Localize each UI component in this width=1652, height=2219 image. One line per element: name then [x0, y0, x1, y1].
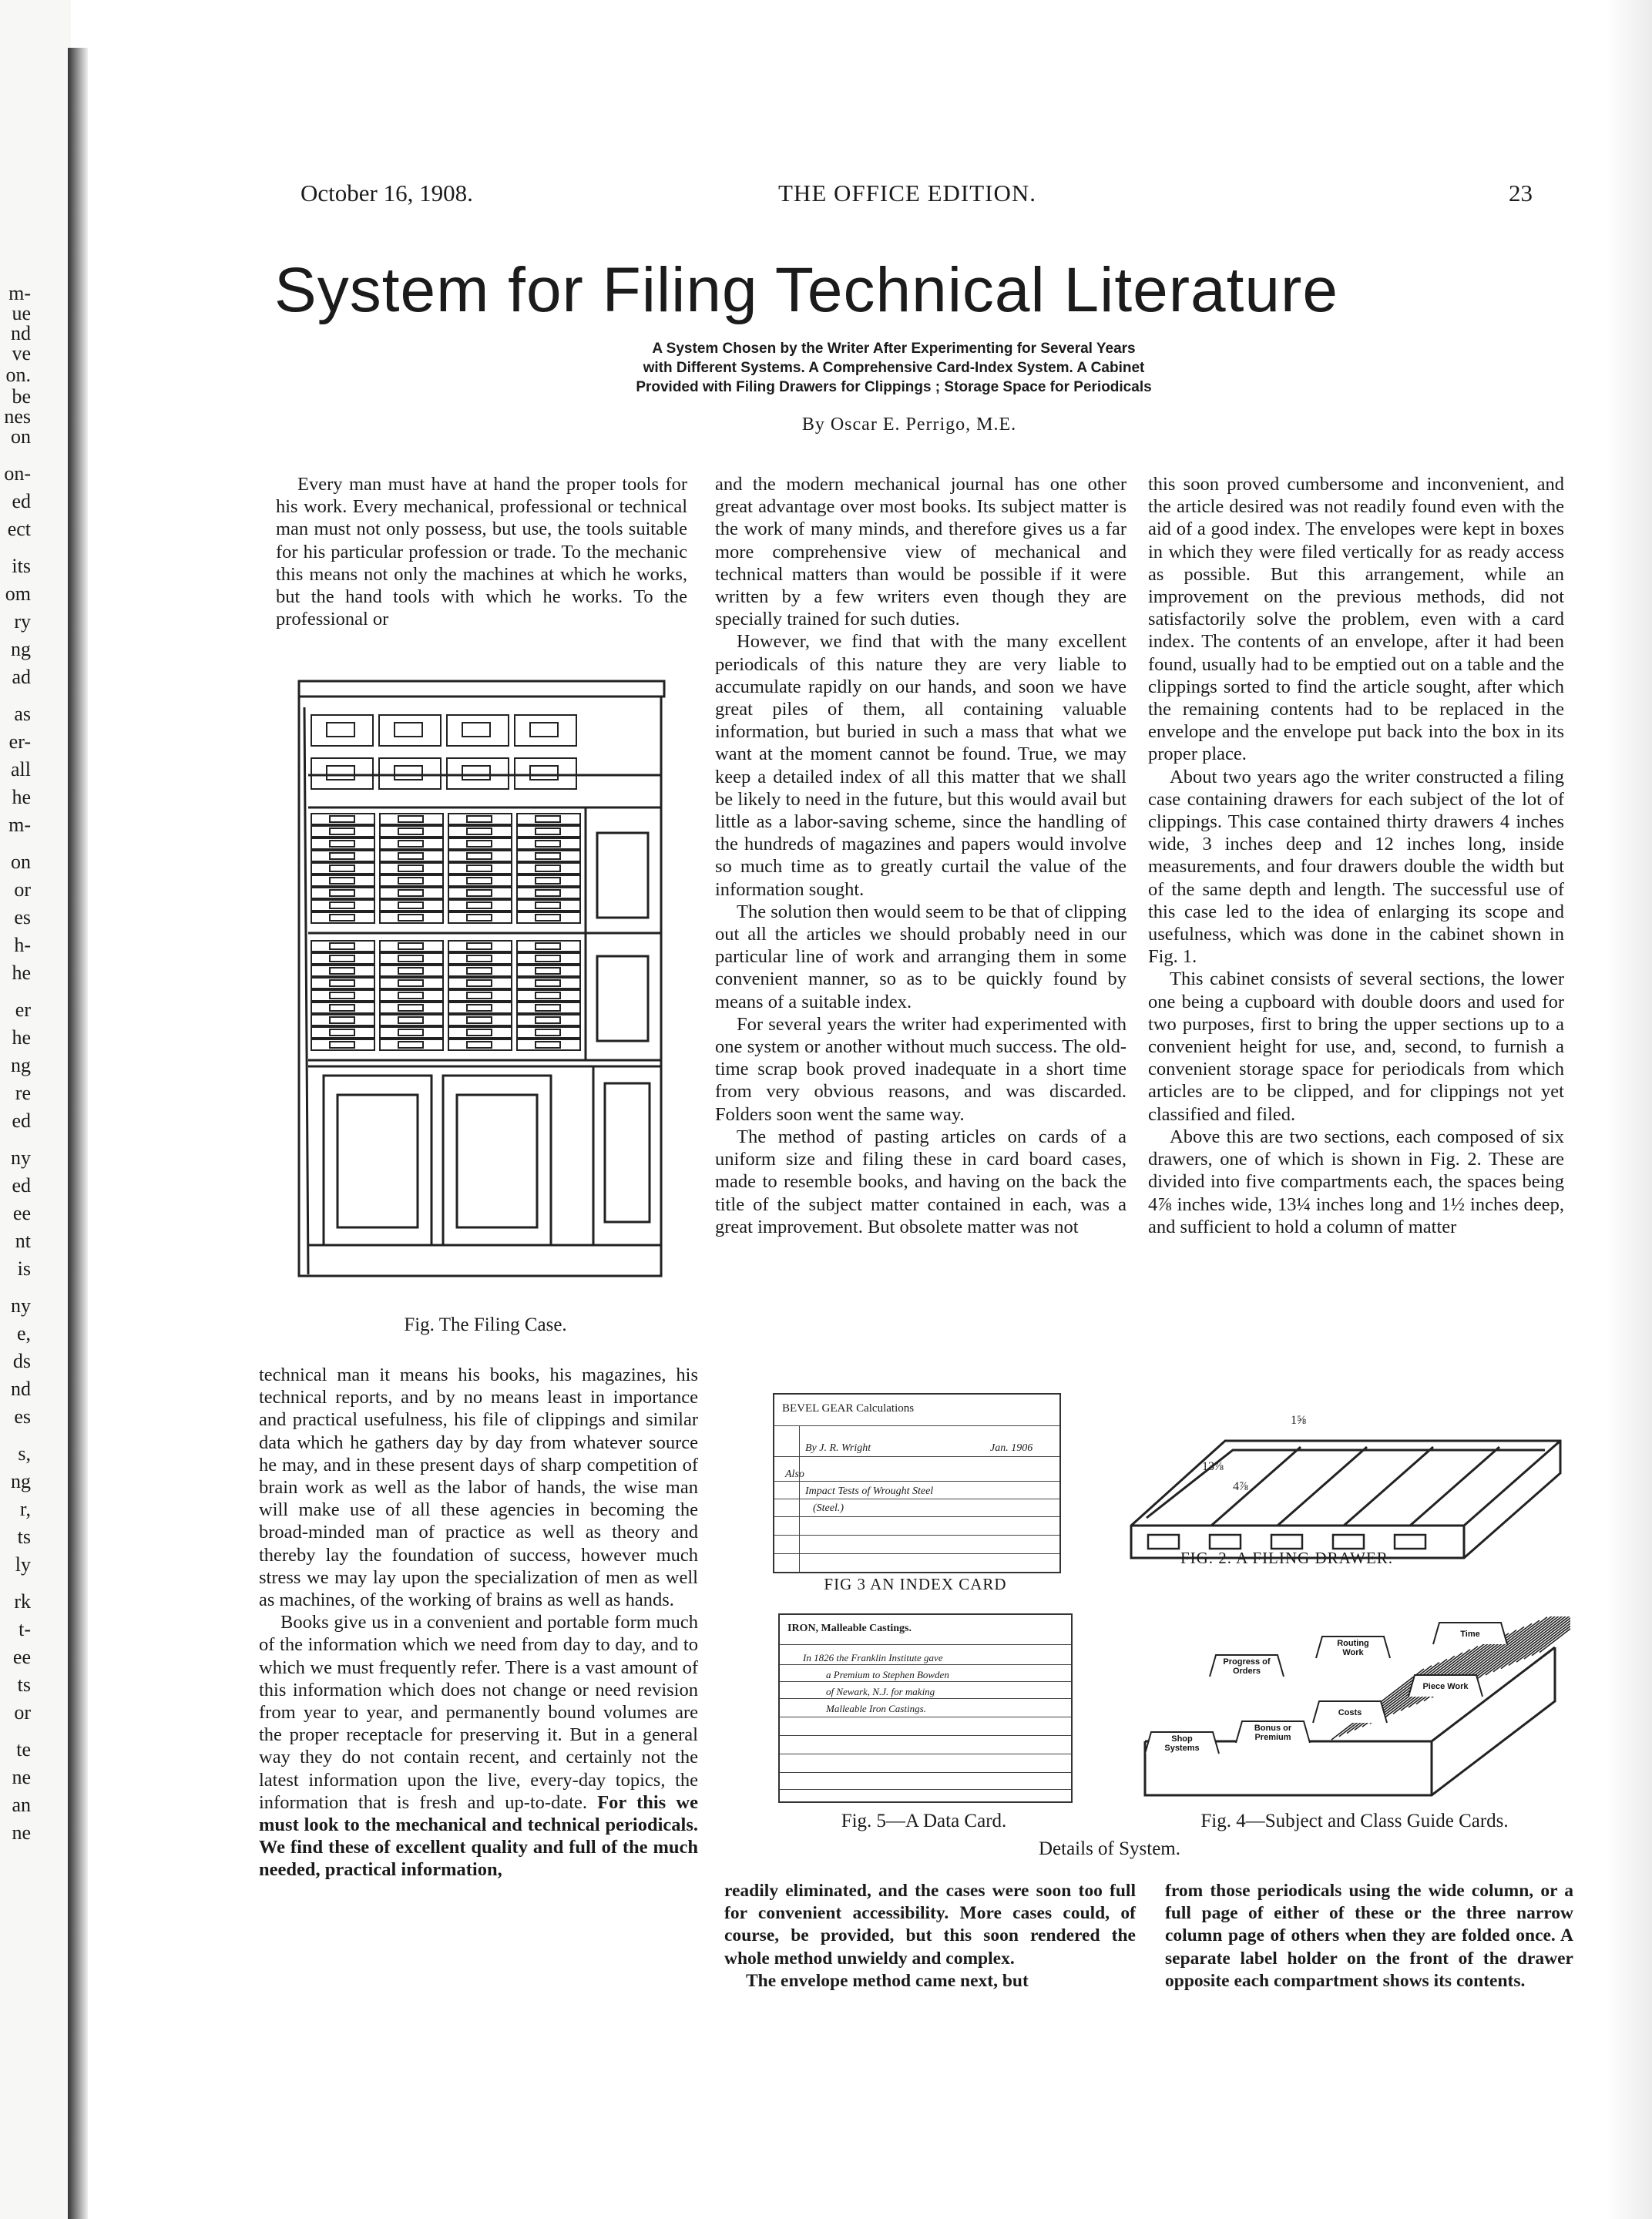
cabinet-drawer	[462, 723, 490, 737]
paragraph-emphasis: For this we must look to the mechanical and technical periodicals. We find these of excellent quality and full of the much needed, practical information,	[259, 1791, 698, 1881]
margin-fragment: is	[17, 1257, 31, 1280]
margin-fragment: ect	[7, 518, 31, 540]
fig5-data-card	[778, 1613, 1073, 1803]
cabinet-drawer	[330, 915, 354, 921]
index-card-line: Impact Tests of Wrought Steel	[805, 1485, 934, 1497]
fig1-caption: Fig. The Filing Case.	[404, 1314, 567, 1335]
cabinet-drawer	[536, 1005, 560, 1011]
guide-tab-label: Work	[1342, 1648, 1364, 1657]
fig5-caption: Fig. 5—A Data Card.	[841, 1811, 1007, 1831]
cabinet-drawer	[398, 890, 423, 896]
margin-fragment: ts	[17, 1526, 31, 1548]
cabinet-drawer	[467, 828, 492, 834]
cabinet-drawer	[398, 980, 423, 986]
paragraph	[259, 1611, 698, 1881]
margin-fragment: or	[14, 1701, 31, 1724]
index-card-line: (Steel.)	[813, 1502, 844, 1514]
cabinet-drawer	[467, 968, 492, 974]
cabinet-drawer	[536, 902, 560, 908]
cabinet-drawer	[467, 955, 492, 962]
drawer-dimension-width: 1⅝	[1291, 1414, 1306, 1427]
cabinet-drawer	[398, 878, 423, 884]
column-3-bottom	[1165, 1880, 1573, 1992]
margin-fragment: e,	[16, 1322, 31, 1344]
paragraph: and the modern mechanical journal has one other great advantage over most books. Its subject matter is the work of many minds, and therefore gives us a far more comprehensive view of mechanical and technical matters than would be possible if it were written by a few writers even though they are specially trained for such duties.	[715, 474, 1127, 630]
margin-fragment: he	[12, 1026, 31, 1049]
margin-fragment: nt	[15, 1230, 31, 1252]
cabinet-drawer	[467, 1029, 492, 1036]
fig3-index-card	[773, 1393, 1061, 1573]
guide-tab-label: Bonus or	[1254, 1724, 1292, 1733]
cabinet-drawer	[330, 902, 354, 908]
index-card-line: By J. R. Wright	[805, 1442, 871, 1454]
cabinet-drawer	[536, 816, 560, 822]
paragraph: technical man it means his books, his magazines, his technical reports, and by no means least in importance and practical usefulness, his file of clippings and similar data which he gathers day by day from whatever source he may, and in these present days of sharp competition of brain work as well as the labor of hands, the wise man will make use of all these agencies in becoming the broad-minded man of practice as well as theory and thereby lay the foundation of success, however much stress we may lay upon the specialization of men as well as machines, of the working of brains as well as hands.	[259, 1365, 698, 1611]
paragraph: The method of pasting articles on cards of a uniform size and filing these in card board cases, made to resemble books, and having on the back the title of the subject matter contained in each, was a great improvement. But obsolete matter was not	[715, 1126, 1127, 1237]
cabinet-drawer	[330, 1017, 354, 1023]
paragraph: For several years the writer had experimented with one system or another without much success. The old-time scrap book proved inadequate in a short time from very obvious reasons, and was discarded. Folders soon went the same way.	[715, 1013, 1127, 1125]
column-3	[1148, 473, 1564, 1238]
cabinet-drawer	[398, 841, 423, 847]
guide-tab-label: Orders	[1232, 1667, 1261, 1676]
cabinet-drawer	[536, 1017, 560, 1023]
cabinet-drawer	[536, 968, 560, 974]
cabinet-drawer	[311, 758, 373, 789]
margin-fragment: ed	[12, 1110, 31, 1132]
margin-fragment: re	[15, 1082, 31, 1104]
paragraph: Every man must have at hand the proper tools for his work. Every mechanical, professional or technical man must not only possess, but use, the tools suitable for his particular profession or trade. To the mechanic this means not only the machines at which he works, but the hand tools with which he works. To the professional or	[276, 474, 687, 630]
margin-fragment: ue	[12, 302, 31, 324]
margin-fragment: m-	[8, 814, 31, 836]
fig1-filing-case-illustration	[293, 675, 678, 1291]
paragraph: Above this are two sections, each composed of six drawers, one of which is shown in Fig. 2. These are divided into five compartments each, the spaces being 4⅞ inches wide, 13¼ inches long and 1½ inches deep, and sufficient to hold a column of matter	[1148, 1126, 1564, 1237]
guide-tab-label: Time	[1460, 1630, 1480, 1639]
margin-fragment: all	[11, 758, 31, 781]
publication-name: THE OFFICE EDITION.	[778, 180, 1036, 206]
cabinet-drawer	[467, 816, 492, 822]
cabinet-drawer	[398, 816, 423, 822]
column-1-bottom	[259, 1364, 698, 1882]
index-card-line: Also	[785, 1469, 804, 1480]
cabinet-drawer	[536, 853, 560, 859]
margin-fragment: on	[11, 425, 31, 448]
margin-fragment: ng	[11, 1470, 31, 1492]
cabinet-drawer	[536, 1042, 560, 1048]
cabinet-drawer	[515, 715, 576, 746]
cabinet-drawer	[467, 1042, 492, 1048]
column-2-bottom	[724, 1880, 1136, 1992]
cabinet-drawer	[536, 828, 560, 834]
margin-fragment: es	[14, 1405, 31, 1428]
article-title: System for Filing Technical Literature	[274, 255, 1338, 325]
cabinet-drawer	[467, 915, 492, 921]
cabinet-drawer	[395, 723, 422, 737]
margin-fragment: r,	[19, 1498, 31, 1520]
margin-fragment: ee	[12, 1202, 31, 1224]
margin-fragment: ad	[12, 666, 31, 688]
cabinet-drawer	[330, 878, 354, 884]
paragraph: from those periodicals using the wide column, or a full page of either of these or the three narrow column page of others when they are folded once. A separate label holder on the front of the drawer opposite each compartment shows its contents.	[1165, 1881, 1573, 1991]
cabinet-drawer	[398, 1042, 423, 1048]
fig3-caption: FIG 3 AN INDEX CARD	[824, 1575, 1007, 1593]
deck-line: A System Chosen by the Writer After Experimenting for Several Years	[652, 341, 1136, 357]
issue-date: October 16, 1908.	[301, 180, 473, 206]
cabinet-drawer	[536, 943, 560, 949]
margin-fragment: h-	[14, 934, 31, 956]
margin-fragment: on	[11, 851, 31, 873]
margin-fragment: es	[14, 906, 31, 928]
cabinet-drawer	[536, 915, 560, 921]
margin-fragment: an	[12, 1794, 31, 1816]
fig2-caption: FIG. 2. A FILING DRAWER.	[1180, 1549, 1394, 1567]
fig4-caption: Fig. 4—Subject and Class Guide Cards.	[1200, 1811, 1509, 1831]
margin-fragment: er	[15, 999, 31, 1021]
page-edge-shadow	[1606, 0, 1652, 2219]
margin-fragment: its	[12, 555, 31, 577]
cabinet-drawer	[447, 758, 509, 789]
figures-group-caption: Details of System.	[1038, 1838, 1180, 1859]
guide-tab-label: Costs	[1338, 1708, 1362, 1717]
cabinet-drawer	[530, 766, 558, 780]
margin-fragment: te	[16, 1738, 31, 1761]
cabinet-drawer	[379, 758, 441, 789]
cabinet-drawer	[330, 1029, 354, 1036]
margin-fragment: er-	[8, 730, 31, 753]
cabinet-drawer	[330, 1042, 354, 1048]
deck-line: Provided with Filing Drawers for Clippings ; Storage Space for Periodicals	[636, 379, 1152, 395]
margin-fragment: on.	[5, 364, 31, 386]
data-card-line: In 1826 the Franklin Institute gave	[803, 1652, 943, 1663]
cabinet-drawer	[398, 865, 423, 871]
page-number: 23	[1509, 180, 1533, 206]
cabinet-drawer	[398, 828, 423, 834]
margin-fragment: ng	[11, 1054, 31, 1076]
cabinet-drawer	[462, 766, 490, 780]
margin-fragment: ve	[12, 342, 31, 364]
margin-fragment: ed	[12, 490, 31, 512]
cabinet-drawer	[330, 955, 354, 962]
cabinet-drawer	[330, 1005, 354, 1011]
article-deck	[470, 339, 1318, 397]
deck-line: with Different Systems. A Comprehensive Card-Index System. A Cabinet	[643, 360, 1145, 376]
cabinet-drawer	[467, 1005, 492, 1011]
cabinet-drawer	[536, 890, 560, 896]
byline: By Oscar E. Perrigo, M.E.	[801, 415, 1017, 435]
paragraph: this soon proved cumbersome and inconvenient, and the article desired was not readily found even with the aid of a good index. The envelopes were kept in boxes in which they were filed vertically for as ready access as possible. But this arrangement, while an improvement on the previous methods, did not satisfactorily solve the problem, even with a card index. The contents of an envelope, after it had been found, usually had to be emptied out on a table and the clippings sorted to find the article sought, after which the remaining contents had to be replaced in the envelope and the envelope put back into the box in its proper place.	[1148, 474, 1564, 765]
data-card-line: of Newark, N.J. for making	[826, 1686, 935, 1697]
index-card-heading: BEVEL GEAR Calculations	[782, 1402, 915, 1415]
cabinet-drawer	[330, 943, 354, 949]
data-card-line: a Premium to Stephen Bowden	[826, 1669, 949, 1680]
paragraph: This cabinet consists of several sections, the lower one being a cupboard with double doors and used for two purposes, first to bring the upper sections up to a convenient height for use, and, second, to furnish a convenient storage space for periodicals from which articles are to be clipped, and for clippings not yet classified and filed.	[1148, 969, 1564, 1125]
cabinet-drawer	[330, 828, 354, 834]
margin-fragment: ee	[12, 1646, 31, 1668]
margin-fragment: ry	[14, 610, 31, 633]
cabinet-drawer	[330, 816, 354, 822]
paragraph: The envelope method came next, but	[746, 1970, 1029, 1991]
cabinet-drawer	[467, 943, 492, 949]
margin-fragment: ly	[15, 1553, 31, 1576]
cabinet-drawer	[467, 902, 492, 908]
cabinet-drawer	[467, 1017, 492, 1023]
cabinet-drawer	[515, 758, 576, 789]
guide-tab-label: Routing	[1337, 1639, 1369, 1648]
margin-fragment: be	[12, 385, 31, 408]
drawer-dimension-length: 13⅞	[1202, 1460, 1224, 1473]
fig4-guide-cards-illustration	[1139, 1616, 1570, 1801]
margin-fragment: m-	[8, 282, 31, 304]
fig2-filing-drawer-illustration	[1125, 1410, 1564, 1564]
cabinet-drawer	[536, 865, 560, 871]
margin-fragment: t-	[18, 1618, 31, 1640]
cabinet-drawer	[398, 915, 423, 921]
margin-fragment: ds	[12, 1350, 31, 1372]
guide-tab-label: Piece Work	[1422, 1682, 1469, 1691]
paragraph: However, we find that with the many excellent periodicals of this nature they are very liable to accumulate rapidly on our hands, and soon we have great piles of them, all containing valuable information, but buried in such a mass that what we want at the moment cannot be found. True, we may keep a detailed index of all this matter that we shall be likely to need in the future, but this would avail but little as a labor-saving scheme, since the handling of the hundreds of magazines and papers would involve so much time as to greatly curtail the value of the information sought.	[715, 631, 1127, 900]
cabinet-drawer	[330, 992, 354, 999]
margin-fragment: he	[12, 786, 31, 808]
cabinet-drawer	[330, 841, 354, 847]
cabinet-drawer	[536, 992, 560, 999]
column-1-top	[276, 473, 687, 630]
cabinet-drawer	[330, 980, 354, 986]
cabinet-drawer	[467, 992, 492, 999]
cabinet-drawer	[536, 955, 560, 962]
margin-fragment: ed	[12, 1174, 31, 1197]
guide-tab-label: Systems	[1164, 1744, 1200, 1753]
margin-fragment: om	[5, 582, 31, 605]
data-card-line: Malleable Iron Castings.	[826, 1703, 926, 1714]
guide-tab-label: Shop	[1171, 1734, 1193, 1744]
margin-fragment: ts	[17, 1673, 31, 1696]
cabinet-drawer	[398, 992, 423, 999]
margin-fragment: or	[14, 878, 31, 901]
index-card-date: Jan. 1906	[990, 1442, 1033, 1454]
margin-fragment: ny	[11, 1294, 31, 1317]
cabinet-drawer	[311, 715, 373, 746]
margin-fragment: ng	[11, 638, 31, 660]
margin-fragment: he	[12, 962, 31, 984]
cabinet-drawer	[330, 890, 354, 896]
cabinet-drawer	[467, 890, 492, 896]
cabinet-drawer	[398, 955, 423, 962]
cabinet-drawer	[536, 980, 560, 986]
margin-fragment: s,	[18, 1442, 31, 1465]
cabinet-drawer	[398, 1029, 423, 1036]
margin-fragment: ne	[12, 1766, 31, 1788]
paragraph: The solution then would seem to be that of clipping out all the articles we should probably need in our particular line of work and arranging them in some convenient manner, so as to be quickly found by means of a suitable index.	[715, 901, 1127, 1012]
cabinet-drawer	[398, 902, 423, 908]
cabinet-drawer	[398, 853, 423, 859]
cabinet-drawer	[536, 878, 560, 884]
margin-fragment: nd	[11, 1378, 31, 1400]
margin-fragment: on-	[4, 462, 31, 485]
margin-fragment: nd	[11, 322, 31, 344]
cabinet-drawer	[327, 723, 354, 737]
column-2	[715, 473, 1127, 1238]
margin-fragment: rk	[14, 1590, 31, 1613]
cabinet-drawer	[398, 1017, 423, 1023]
cabinet-drawer	[330, 853, 354, 859]
cabinet-drawer	[395, 766, 422, 780]
cabinet-drawer	[530, 723, 558, 737]
cabinet-drawer	[379, 715, 441, 746]
margin-fragment: ne	[12, 1821, 31, 1844]
paragraph-text: Books give us in a convenient and portable form much of the information which we need from day to day, and to which we must frequently refer. There is a vast amount of this information which does not change or need revision from year to year, and permanently bound volumes are the proper receptacle for preserving it. But in a general way they do not contain recent, and certainly not the latest information upon the live, every-day topics, the information that is fresh and up-to-date.	[259, 1612, 698, 1813]
cabinet-drawer	[447, 715, 509, 746]
cabinet-drawer	[467, 878, 492, 884]
data-card-heading: IRON, Malleable Castings.	[787, 1623, 912, 1634]
cabinet-drawer	[330, 968, 354, 974]
margin-fragment: nes	[4, 405, 31, 428]
cabinet-drawer	[467, 980, 492, 986]
binding-spine	[68, 48, 88, 2219]
drawer-dimension-depth: 4⅞	[1233, 1480, 1248, 1493]
cabinet-drawer	[467, 853, 492, 859]
guide-tab-label: Premium	[1254, 1733, 1291, 1742]
cabinet-drawer	[398, 943, 423, 949]
cabinet-drawer	[330, 865, 354, 871]
cabinet-drawer	[467, 841, 492, 847]
cabinet-drawer	[398, 968, 423, 974]
cabinet-drawer	[536, 841, 560, 847]
cabinet-drawer	[467, 865, 492, 871]
paragraph: About two years ago the writer constructed a filing case containing drawers for each subject of the lot of clippings. This case contained thirty drawers 4 inches wide, 3 inches deep and 12 inches long, inside measurements, and four drawers double the width but of the same depth and length. The successful use of this case led to the idea of enlarging its scope and usefulness, which was done in the cabinet shown in Fig. 1.	[1148, 766, 1564, 968]
margin-fragment: ny	[11, 1146, 31, 1169]
cabinet-drawer	[327, 766, 354, 780]
cabinet-drawer	[536, 1029, 560, 1036]
cabinet-drawer	[398, 1005, 423, 1011]
margin-fragment: as	[14, 703, 31, 725]
paragraph: readily eliminated, and the cases were soon too full for convenient accessibility. More cases could, of course, be provided, but this soon rendered the whole method unwieldy and complex.	[724, 1881, 1136, 1969]
guide-tab-label: Progress of	[1223, 1657, 1271, 1667]
